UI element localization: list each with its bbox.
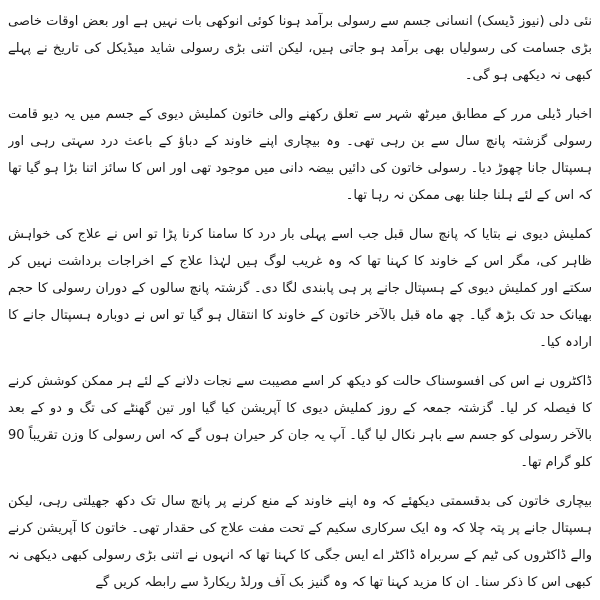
article-paragraph-2: اخبار ڈیلی مرر کے مطابق میرٹھ شہر سے تعلق رکھنے والی خاتون کملیش دیوی کے جسم میں یہ دیو قامت رسولی گزشتہ پانچ سال سے بن رہی تھی۔ وہ بیچاری اپنے خاوند کے دباؤ کے باعث درد سہتی رہی اور ہسپتال جانا چھوڑ دیا۔ رسولی خاتون کی دائیں بیضہ دانی میں موجود تھی اور اس کا سائز اتنا بڑا ہو گیا تھا کہ اس کے لئے ہلنا جلنا بھی ممکن نہ رہا تھا۔: [8, 107, 592, 203]
article-paragraph-1: نئی دلی (نیوز ڈیسک) انسانی جسم سے رسولی برآمد ہونا کوئی انوکھی بات نہیں ہے اور بعض اوقات خاصی بڑی جسامت کی رسولیاں بھی برآمد ہو جاتی ہیں، لیکن اتنی بڑی رسولی شاید میڈیکل کی تاریخ نے پہلے کبھی نہ دیکھی ہو گی۔: [8, 14, 592, 83]
article-body: [8, 0, 592, 600]
article-paragraph-4: ڈاکٹروں نے اس کی افسوسناک حالت کو دیکھ کر اسے مصیبت سے نجات دلانے کے لئے ہر ممکن کوشش کرنے کا فیصلہ کر لیا۔ گزشتہ جمعہ کے روز کملیش دیوی کا آپریشن کیا گیا اور تین گھنٹے کی تگ و دو کے بعد بالآخر رسولی کو جسم سے باہر نکال لیا گیا۔ آپ یہ جان کر حیران ہوں گے کہ اس رسولی کا وزن تقریباً 90 کلو گرام تھا۔: [8, 374, 592, 470]
article-paragraph-3: کملیش دیوی نے بتایا کہ پانچ سال قبل جب اسے پہلی بار درد کا سامنا کرنا پڑا تو اس نے علاج کی خواہش ظاہر کی، مگر اس کے خاوند کا کہنا تھا کہ وہ غریب لوگ ہیں لہٰذا علاج کے اخراجات برداشت نہیں کر سکتے اور کملیش دیوی کے ہسپتال جانے پر ہی پابندی لگا دی۔ گزشتہ پانچ سالوں کے دوران رسولی کا حجم بھیانک حد تک بڑھ گیا۔ چھ ماہ قبل بالآخر خاتون کے خاوند کا انتقال ہو گیا تو اس نے دوبارہ ہسپتال جانے کا ارادہ کیا۔: [8, 227, 592, 350]
article-paragraph-5: بیچاری خاتون کی بدقسمتی دیکھئے کہ وہ اپنے خاوند کے منع کرنے پر پانچ سال تک دکھ جھیلتی رہی، لیکن ہسپتال جانے پر پتہ چلا کہ وہ ایک سرکاری سکیم کے تحت مفت علاج کی حقدار تھی۔ خاتون کا آپریشن کرنے والے ڈاکٹروں کی ٹیم کے سربراہ ڈاکٹر اے ایس جگی کا کہنا تھا کہ انہوں نے اتنی بڑی رسولی کبھی دیکھی نہ کبھی اس کا ذکر سنا۔ ان کا مزید کہنا تھا کہ وہ گنیز بک آف ورلڈ ریکارڈ سے رابطہ کریں گے: [8, 494, 592, 590]
